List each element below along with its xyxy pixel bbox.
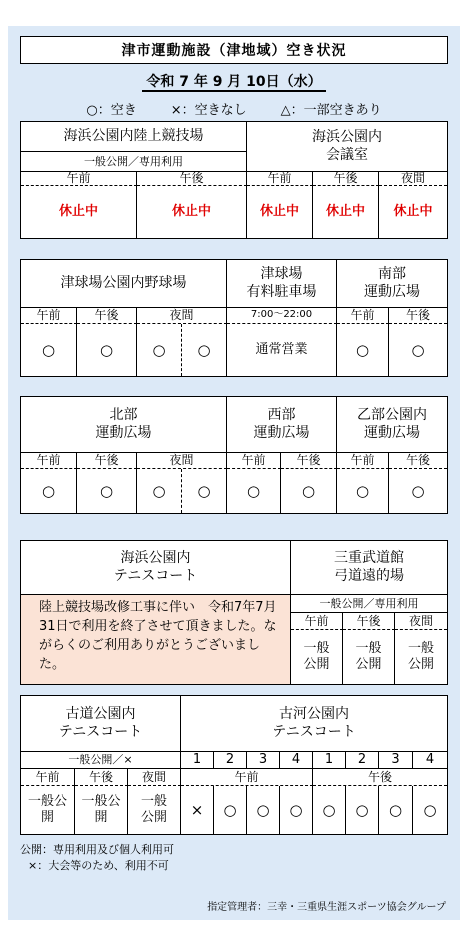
status-cell: ○ — [379, 786, 413, 834]
time-header: 午前 — [21, 308, 77, 324]
footnote: 公開：専用利用及び個人利用可 — [20, 843, 174, 856]
status-cell: ○ — [77, 469, 137, 513]
court-number: 4 — [413, 752, 447, 769]
time-header: 午前 — [227, 453, 281, 469]
time-header: 午前 — [337, 453, 389, 469]
facility-usage: 一般公開／専用利用 — [21, 152, 247, 172]
status-cell: ○ — [137, 324, 182, 376]
facility-name: 津球場公園内野球場 — [21, 260, 227, 308]
status-cell: ○ — [337, 324, 389, 376]
status-cell: ○ — [77, 324, 137, 376]
facility-usage: 一般公開／専用利用 — [291, 595, 447, 613]
status-cell: ○ — [182, 469, 227, 513]
status-cell: ○ — [346, 786, 379, 834]
status-cell: ○ — [21, 324, 77, 376]
time-header: 午後 — [137, 172, 247, 186]
facility-name: 三重武道館 弓道遠的場 — [291, 541, 447, 595]
status-cell: 休止中 — [137, 186, 247, 238]
status-cell: 一般 公開 — [291, 630, 343, 684]
time-header: 7:00～22:00 — [227, 308, 337, 324]
court-number: 1 — [181, 752, 214, 769]
time-header: 午前 — [21, 172, 137, 186]
status-cell: ○ — [21, 469, 77, 513]
footnote: ×：大会等のため、利用不可 — [28, 859, 169, 872]
time-header: 午前 — [181, 769, 313, 786]
block-tennis-courts — [20, 695, 448, 835]
facility-name: 乙部公園内 運動広場 — [337, 397, 447, 453]
date-label: 令和 7 年 9 月 10日（水） — [8, 71, 460, 91]
status-cell: 一般公 開 — [21, 786, 75, 834]
legend-partial: △：一部空きあり — [280, 103, 382, 118]
time-header: 午後 — [281, 453, 337, 469]
facility-name: 古道公園内 テニスコート — [21, 696, 181, 752]
status-cell: ○ — [313, 786, 346, 834]
status-panel — [8, 26, 460, 920]
block-tennis-budokan — [20, 540, 448, 685]
time-header: 午前 — [247, 172, 313, 186]
manager-label: 指定管理者：三幸・三重県生涯スポーツ協会グループ — [207, 902, 446, 913]
time-header: 夜間 — [379, 172, 447, 186]
block-sports-grounds — [20, 396, 448, 514]
time-header: 午前 — [291, 613, 343, 630]
status-cell: ○ — [137, 469, 182, 513]
facility-name: 西部 運動広場 — [227, 397, 337, 453]
time-header: 午後 — [389, 453, 447, 469]
time-header: 午後 — [77, 453, 137, 469]
facility-name: 古河公園内 テニスコート — [181, 696, 447, 752]
time-header: 夜間 — [137, 308, 227, 324]
facility-name: 北部 運動広場 — [21, 397, 227, 453]
facility-name: 海浜公園内陸上競技場 — [21, 122, 247, 152]
time-header: 午前 — [21, 769, 75, 786]
court-number: 3 — [379, 752, 413, 769]
status-cell: ○ — [280, 786, 313, 834]
status-cell: ○ — [337, 469, 389, 513]
status-cell: 通常営業 — [227, 324, 337, 376]
status-cell: ○ — [227, 469, 281, 513]
block-coastal-stadium — [20, 121, 448, 239]
facility-name: 海浜公園内 会議室 — [247, 122, 447, 172]
court-number: 1 — [313, 752, 346, 769]
time-header: 午後 — [343, 613, 395, 630]
status-cell: ○ — [423, 800, 437, 819]
status-cell: 一般 公開 — [343, 630, 395, 684]
court-number: 2 — [346, 752, 379, 769]
time-header: 午後 — [75, 769, 128, 786]
legend-available: ○：空き — [86, 103, 137, 118]
status-cell: 休止中 — [393, 203, 433, 219]
time-header: 夜間 — [137, 453, 227, 469]
status-cell: ○ — [247, 786, 280, 834]
time-header: 午後 — [389, 308, 447, 324]
status-cell: × — [181, 786, 214, 834]
facility-usage: 一般公開／× — [21, 752, 181, 769]
time-header: 午後 — [77, 308, 137, 324]
court-number: 4 — [280, 752, 313, 769]
status-cell: ○ — [182, 324, 227, 376]
page-title: 津市運動施設（津地域）空き状況 — [20, 36, 448, 64]
legend — [8, 99, 460, 118]
time-header: 夜間 — [395, 613, 447, 630]
status-cell: ○ — [281, 469, 337, 513]
block-baseball — [20, 259, 448, 377]
status-cell: 一般 公開 — [128, 786, 181, 834]
facility-name: 海浜公園内 テニスコート — [21, 541, 291, 595]
status-cell: 休止中 — [313, 186, 379, 238]
notice-text: 陸上競技場改修工事に伴い 令和7年7月31日で利用を終了させて頂きました。ながらくのご利用ありがとうございました。 — [21, 595, 291, 684]
facility-name: 南部 運動広場 — [337, 260, 447, 308]
legend-full: ×：空きなし — [170, 103, 247, 118]
time-header: 午前 — [21, 453, 77, 469]
time-header: 午前 — [337, 308, 389, 324]
facility-name: 津球場 有料駐車場 — [227, 260, 337, 308]
time-header: 午後 — [313, 172, 379, 186]
time-header: 午後 — [313, 769, 447, 786]
status-cell: ○ — [411, 340, 425, 359]
court-number: 3 — [247, 752, 280, 769]
status-cell: 一般 公開 — [407, 640, 434, 672]
status-cell: 一般公 開 — [75, 786, 128, 834]
time-header: 夜間 — [128, 769, 181, 786]
status-cell: 休止中 — [21, 186, 137, 238]
status-cell: ○ — [214, 786, 247, 834]
status-cell: 休止中 — [247, 186, 313, 238]
court-number: 2 — [214, 752, 247, 769]
status-cell: ○ — [411, 481, 425, 500]
